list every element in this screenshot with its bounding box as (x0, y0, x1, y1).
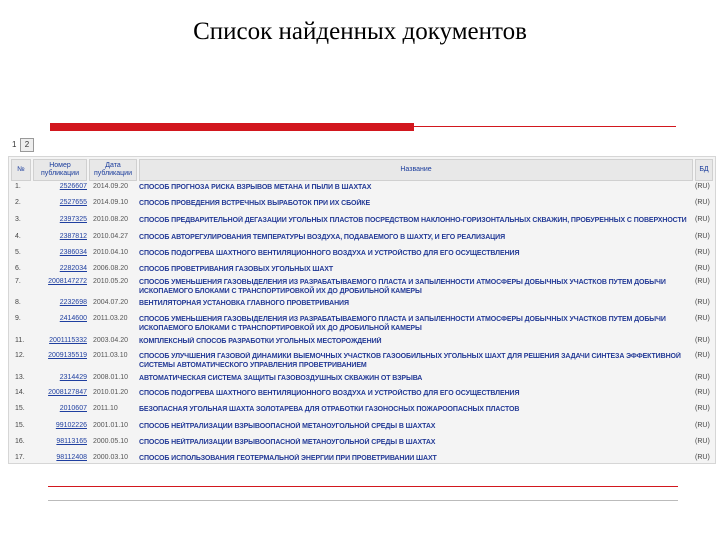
document-title-link[interactable]: АВТОМАТИЧЕСКАЯ СИСТЕМА ЗАЩИТЫ ГАЗОВОЗДУШНЫХ СКВАЖИН ОТ ВЗРЫВА (139, 375, 423, 382)
database-code: (RU) (695, 183, 710, 190)
table-row (9, 352, 715, 372)
table-row (9, 299, 715, 313)
document-title-link[interactable]: СПОСОБ ПРОВЕТРИВАНИЯ ГАЗОВЫХ УГОЛЬНЫХ ШАХТ (139, 266, 334, 273)
table-row (9, 337, 715, 351)
publication-number-link[interactable]: 2527655 (59, 199, 87, 206)
document-title-link[interactable]: СПОСОБ УЛУЧШЕНИЯ ГАЗОВОЙ ДИНАМИКИ ВЫЕМОЧНЫХ УЧАСТКОВ ГАЗООБИЛЬНЫХ УГОЛЬНЫХ ШАХТ ДЛЯ РЕШЕНИЯ ЗАДАЧИ СИНТЕЗА ЭФФЕКТИВНОЙ СИСТЕМЫ АВТОМАТИЧЕСКОГО УПРАВЛЕНИЯ ПРОВЕТРИВАНИЕМ (139, 353, 681, 369)
database-code: (RU) (695, 216, 710, 223)
publication-date: 2011.10 (93, 405, 118, 412)
document-title-link[interactable]: БЕЗОПАСНАЯ УГОЛЬНАЯ ШАХТА ЗОЛОТАРЕВА ДЛЯ ОТРАБОТКИ ГАЗОНОСНЫХ ПОЖАРООПАСНЫХ ПЛАСТОВ (139, 406, 520, 413)
row-number: 15. (15, 405, 25, 412)
document-title-link[interactable]: СПОСОБ АВТОРЕГУЛИРОВАНИЯ ТЕМПЕРАТУРЫ ВОЗДУХА, ПОДАВАЕМОГО В ШАХТУ, И ЕГО РЕАЛИЗАЦИЯ (139, 234, 506, 241)
document-title-link[interactable]: СПОСОБ НЕЙТРАЛИЗАЦИИ ВЗРЫВООПАСНОЙ МЕТАНОУГОЛЬНОЙ СРЕДЫ В ШАХТАХ (139, 439, 436, 446)
table-row (9, 389, 715, 403)
publication-date: 2011.03.20 (93, 315, 128, 322)
document-title-link[interactable]: СПОСОБ УМЕНЬШЕНИЯ ГАЗОВЫДЕЛЕНИЯ ИЗ РАЗРАБАТЫВАЕМОГО ПЛАСТА И ЗАПЫЛЕННОСТИ АТМОСФЕРЫ ДОБЫЧНЫХ УЧАСТКОВ ПУТЕМ ДОБЫЧИ ИСКОПАЕМОГО БЛОКАМИ С ТРАНСПОРТИРОВКОЙ ИХ ДО ДРОБИЛЬНОЙ КАМЕРЫ (139, 279, 666, 295)
database-code: (RU) (695, 299, 710, 306)
database-code: (RU) (695, 438, 710, 445)
row-number: 3. (15, 216, 21, 223)
publication-date: 2006.08.20 (93, 265, 129, 272)
publication-date: 2010.08.20 (93, 216, 129, 223)
publication-number-link[interactable]: 98112408 (56, 454, 87, 461)
database-code: (RU) (695, 454, 710, 461)
row-number: 2. (15, 199, 21, 206)
database-code: (RU) (695, 422, 710, 429)
database-code: (RU) (695, 337, 710, 344)
table-header (9, 159, 715, 181)
row-number: 5. (15, 249, 21, 256)
document-title-link[interactable]: КОМПЛЕКСНЫЙ СПОСОБ РАЗРАБОТКИ УГОЛЬНЫХ МЕСТОРОЖДЕНИЙ (139, 338, 382, 345)
table-row (9, 233, 715, 247)
table-row (9, 438, 715, 452)
document-title-link[interactable]: СПОСОБ ПОДОГРЕВА ШАХТНОГО ВЕНТИЛЯЦИОННОГО ВОЗДУХА И УСТРОЙСТВО ДЛЯ ЕГО ОСУЩЕСТВЛЕНИЯ (139, 390, 520, 397)
publication-date: 2010.04.10 (93, 249, 129, 256)
publication-number-link[interactable]: 2414600 (59, 315, 87, 322)
publication-number-link[interactable]: 2010607 (59, 405, 87, 412)
table-row (9, 249, 715, 263)
table-row (9, 374, 715, 388)
divider (48, 500, 678, 501)
table-row (9, 454, 715, 468)
publication-date: 2008.01.10 (93, 374, 129, 381)
table-row (9, 315, 715, 335)
publication-number-link[interactable]: 2008127847 (48, 389, 87, 396)
publication-number-link[interactable]: 2387812 (59, 233, 87, 240)
document-title-link[interactable]: СПОСОБ ПРЕДВАРИТЕЛЬНОЙ ДЕГАЗАЦИИ УГОЛЬНЫХ ПЛАСТОВ ПОСРЕДСТВОМ НАКЛОННО-ГОРИЗОНТАЛЬНЫХ СКВАЖИН, ПРОБУРЕННЫХ С ПОВЕРХНОСТИ (139, 217, 687, 224)
publication-number-link[interactable]: 99102226 (55, 422, 87, 429)
page-title: Список найденных документов (193, 18, 527, 45)
row-number: 13. (15, 374, 25, 381)
header-pub-date[interactable]: Дата публикации (89, 159, 137, 181)
document-title-link[interactable]: ВЕНТИЛЯТОРНАЯ УСТАНОВКА ГЛАВНОГО ПРОВЕТРИВАНИЯ (139, 300, 349, 307)
publication-date: 2014.09.20 (93, 183, 129, 190)
database-code: (RU) (695, 405, 710, 412)
publication-date: 2000.05.10 (93, 438, 129, 445)
database-code: (RU) (695, 265, 710, 272)
publication-date: 2000.03.10 (93, 454, 129, 461)
database-code: (RU) (695, 249, 710, 256)
publication-date: 2010.01.20 (93, 389, 129, 396)
publication-date: 2011.03.10 (93, 352, 128, 359)
table-row (9, 183, 715, 197)
table-row (9, 265, 715, 277)
header-db: БД (695, 159, 713, 181)
results-table (8, 156, 716, 464)
table-row (9, 216, 715, 230)
accent-line (414, 126, 676, 127)
table-row (9, 422, 715, 436)
database-code: (RU) (695, 352, 710, 359)
database-code: (RU) (695, 374, 710, 381)
header-name[interactable]: Название (139, 159, 693, 181)
row-number: 7. (15, 278, 21, 285)
row-number: 17. (15, 454, 25, 461)
publication-date: 2010.05.20 (93, 278, 129, 285)
publication-number-link[interactable]: 2526607 (59, 183, 87, 190)
current-page: 1 (12, 140, 17, 149)
document-title-link[interactable]: СПОСОБ ИСПОЛЬЗОВАНИЯ ГЕОТЕРМАЛЬНОЙ ЭНЕРГИИ ПРИ ПРОВЕТРИВАНИИ ШАХТ (139, 455, 437, 462)
document-title-link[interactable]: СПОСОБ НЕЙТРАЛИЗАЦИИ ВЗРЫВООПАСНОЙ МЕТАНОУГОЛЬНОЙ СРЕДЫ В ШАХТАХ (139, 423, 436, 430)
publication-date: 2014.09.10 (93, 199, 129, 206)
publication-date: 2003.04.20 (93, 337, 129, 344)
row-number: 9. (15, 315, 21, 322)
publication-number-link[interactable]: 2397325 (59, 216, 87, 223)
page-link-2[interactable]: 2 (20, 138, 34, 152)
header-num: № (11, 159, 31, 181)
publication-number-link[interactable]: 2232698 (59, 299, 87, 306)
publication-number-link[interactable]: 2282034 (59, 265, 87, 272)
table-row (9, 199, 715, 213)
publication-number-link[interactable]: 98113165 (56, 438, 87, 445)
table-row (9, 405, 715, 421)
database-code: (RU) (695, 278, 710, 285)
document-title-link[interactable]: СПОСОБ ПРОГНОЗА РИСКА ВЗРЫВОВ МЕТАНА И ПЫЛИ В ШАХТАХ (139, 184, 372, 191)
publication-date: 2010.04.27 (93, 233, 129, 240)
row-number: 16. (15, 438, 25, 445)
row-number: 6. (15, 265, 21, 272)
publication-number-link[interactable]: 2008147272 (48, 278, 87, 285)
table-row (9, 278, 715, 298)
accent-bar (50, 123, 414, 131)
row-number: 11. (15, 337, 25, 344)
row-number: 15. (15, 422, 25, 429)
row-number: 8. (15, 299, 21, 306)
row-number: 14. (15, 389, 25, 396)
accent-line-bottom (48, 486, 678, 487)
document-title-link[interactable]: СПОСОБ ПОДОГРЕВА ШАХТНОГО ВЕНТИЛЯЦИОННОГО ВОЗДУХА И УСТРОЙСТВО ДЛЯ ЕГО ОСУЩЕСТВЛЕНИЯ (139, 250, 520, 257)
database-code: (RU) (695, 315, 710, 322)
publication-date: 2001.01.10 (93, 422, 129, 429)
header-pub-number[interactable]: Номер публикации (33, 159, 87, 181)
database-code: (RU) (695, 389, 710, 396)
row-number: 12. (15, 352, 25, 359)
document-title-link[interactable]: СПОСОБ ПРОВЕДЕНИЯ ВСТРЕЧНЫХ ВЫРАБОТОК ПРИ ИХ СБОЙКЕ (139, 200, 371, 207)
publication-number-link[interactable]: 2001115332 (49, 337, 87, 344)
document-title-link[interactable]: СПОСОБ УМЕНЬШЕНИЯ ГАЗОВЫДЕЛЕНИЯ ИЗ РАЗРАБАТЫВАЕМОГО ПЛАСТА И ЗАПЫЛЕННОСТИ АТМОСФЕРЫ ДОБЫЧНЫХ УЧАСТКОВ ПУТЕМ ДОБЫЧИ ИСКОПАЕМОГО БЛОКАМИ С ТРАНСПОРТИРОВКОЙ ИХ ДО ДРОБИЛЬНОЙ КАМЕРЫ (139, 316, 666, 332)
row-number: 1. (15, 183, 21, 190)
publication-number-link[interactable]: 2314429 (59, 374, 87, 381)
publication-number-link[interactable]: 2386034 (59, 249, 87, 256)
publication-date: 2004.07.20 (93, 299, 129, 306)
database-code: (RU) (695, 233, 710, 240)
row-number: 4. (15, 233, 21, 240)
database-code: (RU) (695, 199, 710, 206)
publication-number-link[interactable]: 2009135519 (48, 352, 87, 359)
